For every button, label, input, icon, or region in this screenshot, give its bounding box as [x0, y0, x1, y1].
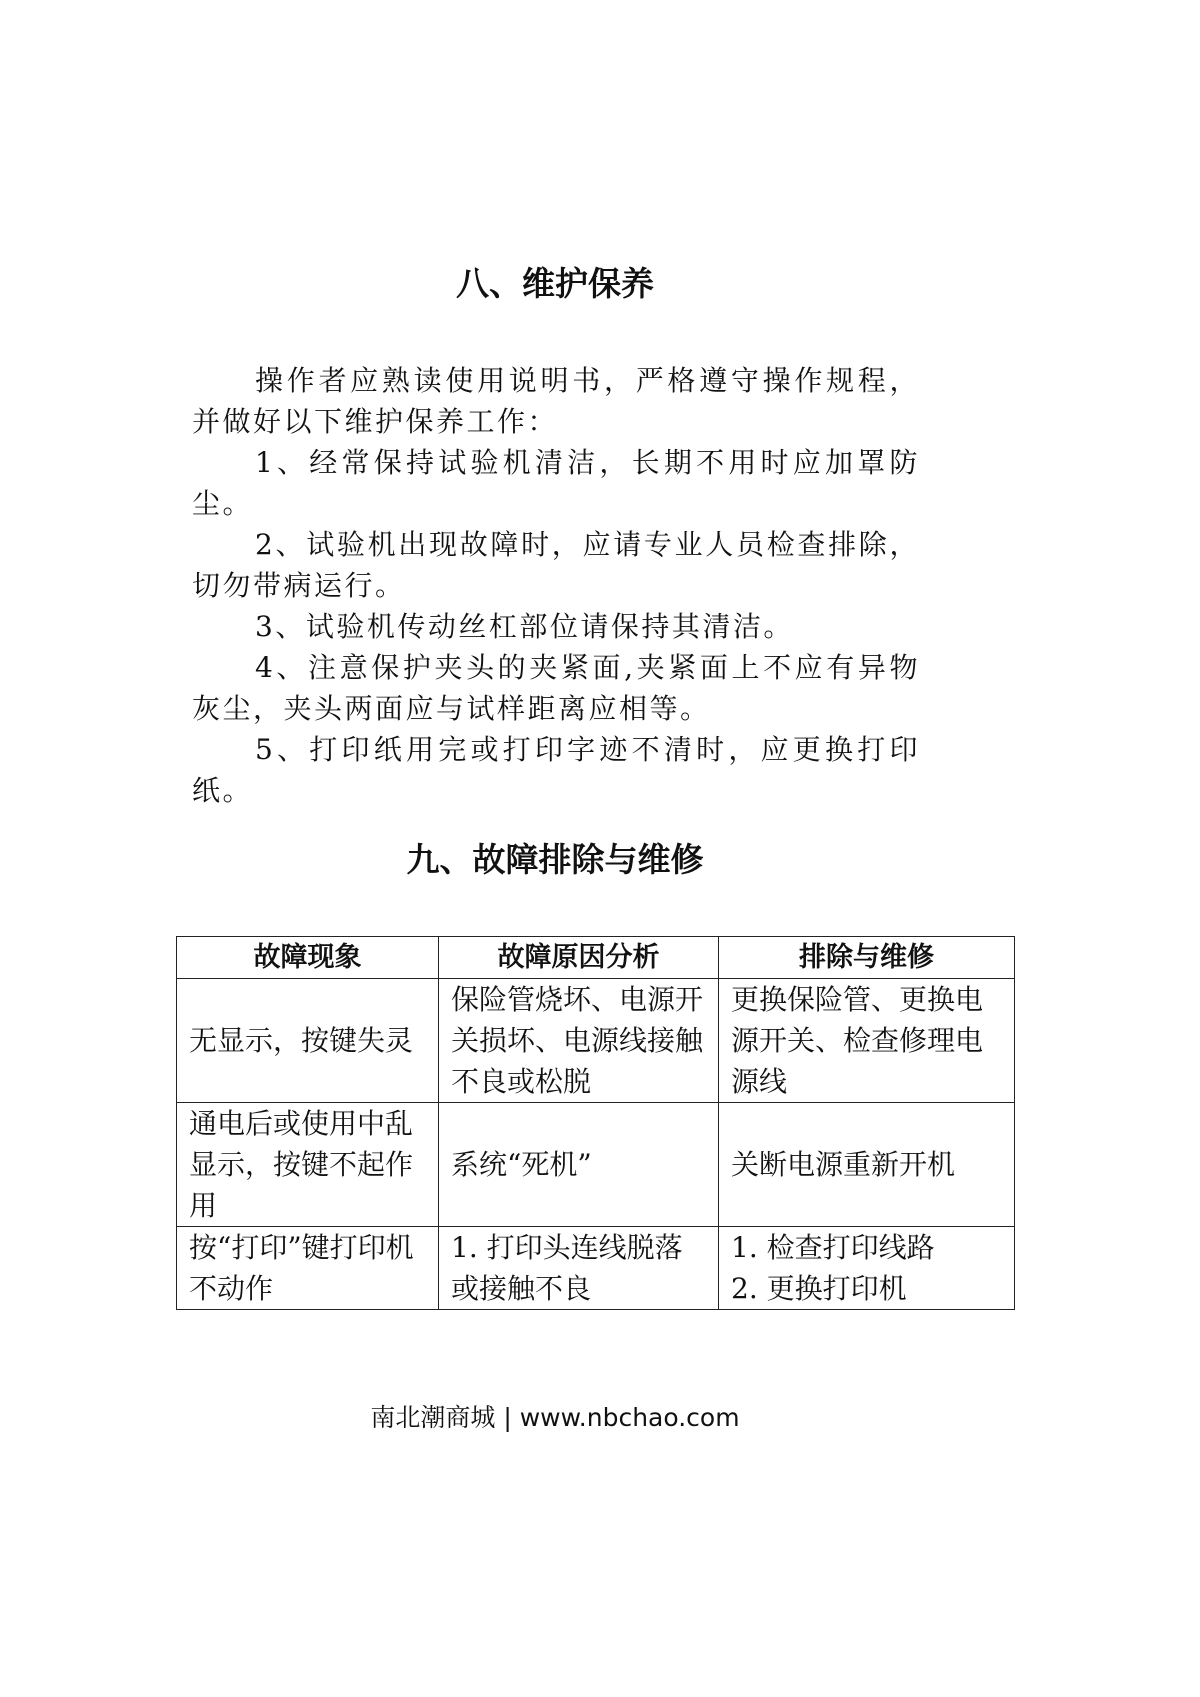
- paragraph: 4、注意保护夹头的夹紧面,夹紧面上不应有异物灰尘，夹头两面应与试样距离应相等。: [192, 651, 920, 725]
- header-cause: 故障原因分析: [439, 937, 719, 979]
- paragraph: 3、试验机传动丝杠部位请保持其清洁。: [255, 610, 794, 643]
- cell-cause: 1. 打印头连线脱落或接触不良: [439, 1227, 719, 1310]
- table-row: [177, 979, 1015, 1103]
- cell-symptom: 无显示，按键失灵: [177, 979, 439, 1103]
- cell-cause: 系统“死机”: [439, 1103, 719, 1227]
- section-8-title: 八、维护保养: [456, 264, 654, 303]
- paragraph: 操作者应熟读使用说明书，严格遵守操作规程，并做好以下维护保养工作：: [192, 364, 920, 438]
- table-row: [177, 1227, 1015, 1310]
- header-symptom: 故障现象: [177, 937, 439, 979]
- paragraph: 1、经常保持试验机清洁，长期不用时应加罩防尘。: [192, 446, 920, 520]
- troubleshooting-table: [176, 936, 1015, 1310]
- cell-remedy: [719, 1227, 1015, 1310]
- paragraph: 5、打印纸用完或打印字迹不清时，应更换打印纸。: [192, 733, 920, 807]
- table-header-row: [177, 937, 1015, 979]
- remedy-step: 2. 更换打印机: [731, 1272, 907, 1305]
- cell-symptom: 通电后或使用中乱显示，按键不起作用: [177, 1103, 439, 1227]
- paragraph: 2、试验机出现故障时，应请专业人员检查排除，切勿带病运行。: [192, 528, 920, 602]
- cell-cause: 保险管烧坏、电源开关损坏、电源线接触不良或松脱: [439, 979, 719, 1103]
- cell-remedy: 关断电源重新开机: [719, 1103, 1015, 1227]
- header-remedy: 排除与维修: [719, 937, 1015, 979]
- footer-watermark: 南北潮商城 | www.nbchao.com: [370, 1403, 740, 1432]
- cell-remedy: 更换保险管、更换电源开关、检查修理电源线: [719, 979, 1015, 1103]
- remedy-step: 1. 检查打印线路: [731, 1231, 935, 1264]
- table-row: [177, 1103, 1015, 1227]
- maintenance-text: [192, 360, 920, 811]
- section-9-title: 九、故障排除与维修: [406, 840, 704, 879]
- cell-symptom: 按“打印”键打印机不动作: [177, 1227, 439, 1310]
